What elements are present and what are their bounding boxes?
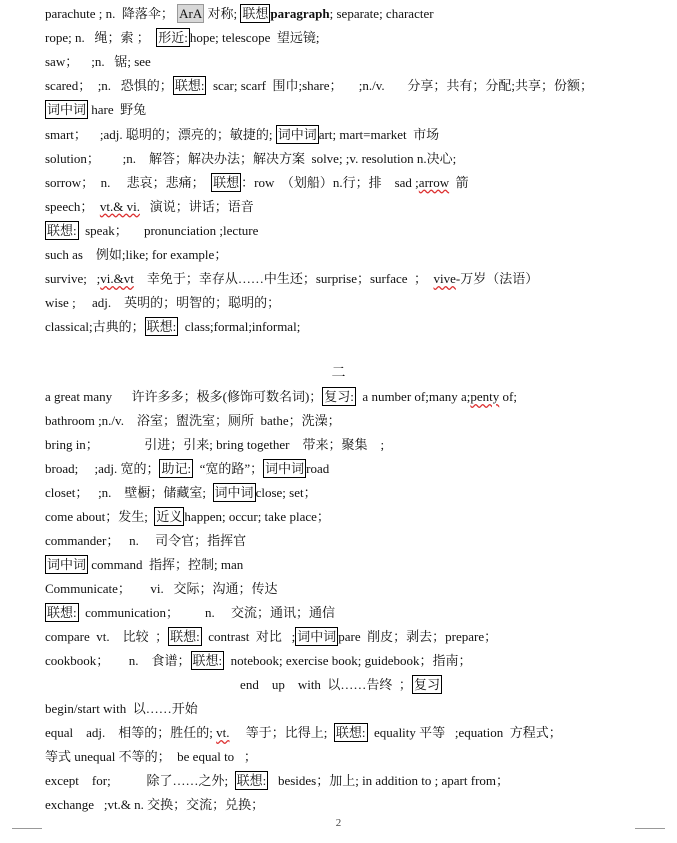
vocab-line [45, 244, 637, 266]
line-text: 等于；比得上; [229, 725, 334, 740]
line-text: communication； n. 交流；通讯；通信 [78, 605, 335, 620]
vocab-line [45, 268, 637, 290]
boxed-tag: 近义 [156, 509, 183, 524]
line-text: equal adj. 相等的；胜任的; [45, 725, 217, 740]
vocab-line [45, 27, 637, 49]
boxed-tag: 形近: [158, 30, 188, 46]
line-text: “宽的路”； [193, 461, 264, 476]
vocab-line [45, 674, 637, 696]
boxed-tag: 词中词 [265, 461, 305, 476]
line-text: class;formal;informal; [178, 319, 301, 335]
vocab-line [45, 746, 637, 768]
line-text: vive [433, 271, 456, 287]
boxed-tag: 联想 [213, 174, 240, 190]
line-text: contrast 对比 ; [201, 629, 296, 644]
line-text: begin/start with 以……开始 [45, 701, 198, 716]
line-text: commander； n. 司令官；指挥官 [45, 533, 247, 548]
boxed-tag: 联想: [174, 78, 205, 94]
line-text: bathroom ;n./v. 浴室；盥洗室；厕所 bathe；洗澡； [45, 413, 341, 428]
line-text: hope; telescope 望远镜; [189, 30, 320, 46]
line-text: broad; ;adj. 宽的； [45, 461, 160, 476]
vocab-line [45, 434, 637, 456]
line-text: Communicate； vi. 交际；沟通；传达 [45, 581, 278, 596]
line-text: 幸免于；幸存从……中生还；surprise；surface ； [133, 271, 434, 287]
boxed-tag: 联想: [236, 773, 267, 788]
vocab-line [45, 386, 637, 408]
vocab-line [45, 410, 637, 432]
vocab-line [45, 99, 637, 121]
line-text: smart； ;adj. 聪明的；漂亮的；敏捷的; [45, 126, 276, 142]
vocab-line [45, 482, 637, 504]
line-text: equality 平等 ;equation 方程式； [367, 725, 562, 740]
vocab-line [45, 506, 637, 528]
boxed-tag: 复习: [324, 389, 354, 404]
vocab-line [45, 316, 637, 338]
boxed-tag: 助记: [161, 461, 192, 476]
line-text: survive; ; [45, 271, 101, 287]
page-number: 2 [335, 817, 342, 829]
vocab-line [45, 578, 637, 600]
boxed-tag: 复习 [413, 677, 440, 692]
boxed-tag: 联想 [242, 6, 269, 21]
line-text: besides；加上; in addition to ; apart from； [268, 773, 510, 788]
vocab-line [45, 292, 637, 314]
line-text: of; [499, 389, 517, 404]
line-text: sorrow； n. 悲哀；悲痛； [45, 174, 212, 190]
section-heading: 二 [331, 366, 346, 381]
vocab-line [45, 794, 637, 816]
line-text: speak； pronunciation ;lecture [78, 222, 259, 238]
line-text: scar; scarf 围巾;share； ;n./v. 分享；共有；分配;共享；份额； [206, 78, 594, 94]
vocab-line [45, 196, 637, 218]
line-text: cookbook； n. 食谱； [45, 653, 191, 668]
line-text: 等式 unequal 不等的； be equal to ； [45, 749, 257, 764]
line-text: such as 例如;like; for example； [45, 247, 228, 262]
line-text: rope; n. 绳；索 ； [45, 30, 157, 46]
corner-mark-right [635, 828, 665, 839]
line-text: scared； ;n. 恐惧的； [45, 78, 173, 94]
boxed-tag: 词中词 [47, 102, 87, 118]
line-text: -万岁（法语） [455, 271, 539, 287]
line-text: speech； [45, 198, 100, 214]
vocab-line [45, 722, 637, 744]
line-text: vt.& vi. [99, 198, 140, 214]
vocab-line [45, 650, 637, 672]
boxed-tag: 联想: [47, 605, 77, 620]
line-text: a great many 许许多多；极多(修饰可数名词)； [45, 389, 323, 404]
boxed-tag: 联想: [146, 319, 177, 335]
line-text: paragraph [270, 6, 330, 21]
boxed-tag: 联想: [192, 653, 223, 668]
vocab-line [45, 148, 637, 170]
line-text: close; set； [255, 485, 317, 500]
line-text: parachute ; n. 降落伞； [45, 6, 178, 21]
line-text: penty [470, 389, 500, 404]
boxed-tag: 联想: [170, 629, 200, 644]
vocab-line [45, 3, 637, 25]
vocab-line [45, 51, 637, 73]
line-text: wise ; adj. 英明的；明智的；聪明的； [45, 295, 281, 311]
vocab-line [45, 602, 637, 624]
boxed-tag: 词中词 [297, 629, 337, 644]
line-text: bring in； 引进；引来; bring together 带来；聚集 ; [45, 437, 385, 452]
line-text: come about；发生; [45, 509, 155, 524]
corner-mark-left [12, 828, 42, 839]
boxed-tag: 联想: [335, 725, 366, 740]
line-text: 演说；讲话；语音 [139, 198, 254, 214]
line-text: vt. [216, 725, 230, 740]
line-text: classical;古典的； [45, 319, 145, 335]
line-text: art; mart=market 市场 [318, 126, 440, 142]
line-text: closet； ;n. 壁橱；储藏室; [45, 485, 213, 500]
line-text: ; separate; character [329, 6, 434, 21]
line-text: vi.&vt [100, 271, 134, 287]
boxed-tag: 词中词 [47, 557, 87, 572]
line-text: compare vt. 比较 ； [45, 629, 169, 644]
line-text: exchange ;vt.& n. 交换；交流；兑换； [45, 797, 265, 812]
line-text: command 指挥；控制; man [88, 557, 244, 572]
line-text: happen; occur; take place； [184, 509, 330, 524]
line-text: pare 削皮；剥去；prepare； [338, 629, 498, 644]
boxed-tag: ArA [179, 6, 203, 21]
vocab-line [45, 172, 637, 194]
vocab-line [45, 530, 637, 552]
line-text: 箭 [449, 174, 469, 190]
boxed-tag: 词中词 [214, 485, 254, 500]
line-text: hare 野兔 [88, 102, 147, 118]
vocab-line [45, 220, 637, 242]
line-text: road [306, 461, 330, 476]
line-text: saw； ;n. 锯; see [45, 54, 151, 70]
vocab-line [45, 698, 637, 720]
line-text: notebook; exercise book; guidebook；指南； [224, 653, 472, 668]
line-text: arrow [418, 174, 450, 190]
vocab-line [45, 458, 637, 480]
vocab-line [45, 770, 637, 792]
line-text: ：row （划船）n.行；排 sad ; [241, 174, 419, 190]
line-text: except for; 除了……之外; [45, 773, 235, 788]
line-text: a number of;many a; [355, 389, 471, 404]
vocab-line [45, 554, 637, 576]
vocab-line [45, 626, 637, 648]
line-text: 对称; [204, 6, 241, 21]
line-text: end up with 以……告终 ； [240, 677, 412, 692]
line-text: solution； ;n. 解答；解决办法；解决方案 solve; ;v. resolution n.决心; [45, 150, 457, 166]
vocab-line [45, 75, 637, 97]
boxed-tag: 词中词 [277, 126, 317, 142]
boxed-tag: 联想: [47, 222, 77, 238]
vocab-line [45, 124, 637, 146]
